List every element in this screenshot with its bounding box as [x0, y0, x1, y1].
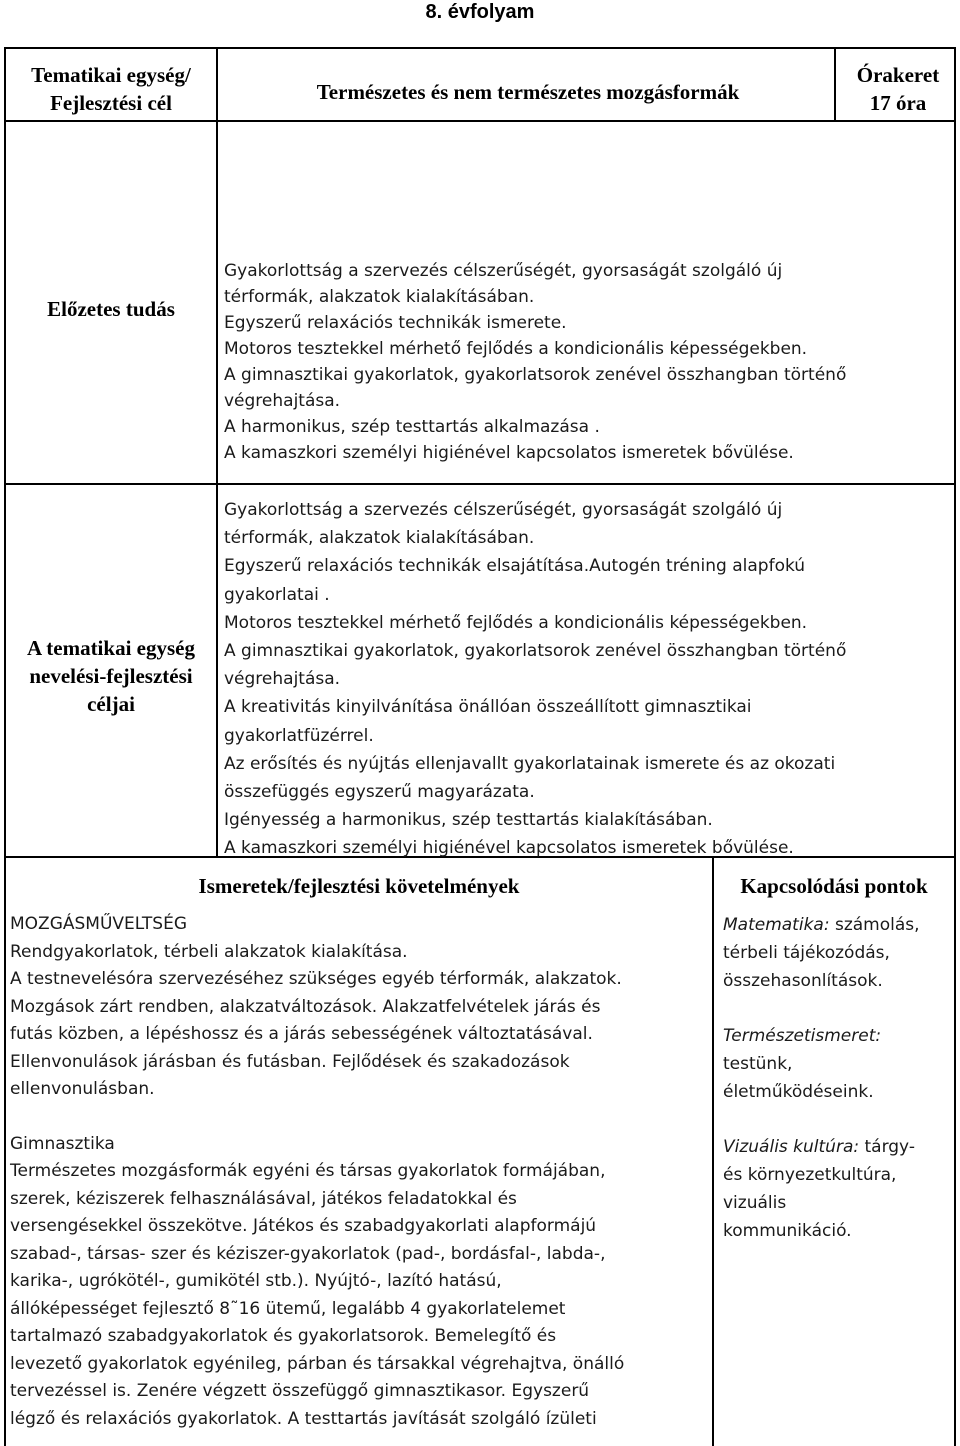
connection-line: és környezetkultúra,	[723, 1165, 897, 1185]
connection-line: testünk,	[723, 1054, 793, 1074]
req-line: Mozgások zárt rendben, alakzatváltozások. Alakzatfelvételek járás és	[10, 996, 601, 1017]
req-line: karika-, ugrókötél-, gumikötél stb.). Nyújtó-, lazító hatású,	[10, 1271, 502, 1291]
prior-line: térformák, alakzatok kialakításában.	[224, 287, 535, 307]
header-right-line-1: Órakeret	[856, 63, 940, 87]
req-line: légző és relaxációs gyakorlatok. A testtartás javítását szolgáló ízületi	[10, 1408, 597, 1429]
prior-line: Gyakorlottság a szervezés célszerűségét, gyorsaságát szolgáló új	[224, 261, 783, 281]
section-gap	[10, 1104, 624, 1131]
goals-line: Egyszerű relaxációs technikák elsajátítása.Autogén tréning alapfokú	[224, 556, 806, 577]
goals-line: gyakorlatai .	[224, 584, 330, 605]
req-line: szerek, kéziszerek felhasználásával, játékos feladatokkal és	[10, 1188, 517, 1209]
connection-line: vizuális	[723, 1193, 787, 1213]
prior-knowledge-text	[224, 258, 846, 466]
req-line: tervezéssel is. Zenére végzett összefüggő gimnasztikasor. Egyszerű	[10, 1381, 590, 1401]
connection-visual-line-1	[723, 1133, 920, 1161]
header-left-line-2: Fejlesztési cél	[50, 91, 172, 115]
goals-line: végrehajtása.	[224, 669, 341, 690]
prior-knowledge-label: Előzetes tudás	[47, 297, 175, 321]
page-title: 8. évfolyam	[425, 1, 535, 23]
req-line: állóképességet fejlesztő 8˜16 ütemű, legalább 4 gyakorlatelemet	[10, 1298, 566, 1319]
section-title-gymnastics: Gimnasztika	[10, 1133, 115, 1154]
req-line: Rendgyakorlatok, térbeli alakzatok kialakítása.	[10, 941, 408, 962]
connection-line: összehasonlítások.	[723, 971, 883, 991]
prior-goals-row-divider	[4, 483, 956, 485]
header-col-divider-left	[216, 47, 218, 122]
table-border-top	[4, 47, 956, 49]
header-right-line-2: 17 óra	[869, 91, 927, 115]
goals-label-line-2: nevelési-fejlesztési	[29, 664, 193, 688]
connection-visual-first: tárgy-	[859, 1137, 915, 1157]
header-row-divider	[4, 120, 956, 122]
goals-line: A kreativitás kinyilvánítása önállóan összeállított gimnasztikai	[224, 697, 752, 718]
label-col-divider	[216, 120, 218, 858]
goals-label-line-1: A tematikai egység	[27, 636, 195, 660]
section-title-movement: MOZGÁSMŰVELTSÉG	[10, 914, 187, 934]
subject-math: Matematika:	[723, 915, 830, 935]
connection-gap	[723, 995, 920, 1022]
req-line: Ellenvonulások járásban és futásban. Fejlődések és szakadozások	[10, 1051, 570, 1072]
table-border-right	[954, 47, 956, 1446]
connections-header: Kapcsolódási pontok	[740, 874, 928, 898]
connection-line: életműködéseink.	[723, 1082, 874, 1102]
header-left-line-1: Tematikai egység/	[31, 63, 191, 87]
prior-line: Egyszerű relaxációs technikák ismerete.	[224, 313, 567, 333]
req-line: levezető gyakorlatok egyénileg, párban és társakkal végrehajtva, önálló	[10, 1353, 625, 1374]
goals-line: gyakorlatfüzérrel.	[224, 725, 374, 746]
prior-line: Motoros tesztekkel mérhető fejlődés a kondicionális képességekben.	[224, 339, 808, 359]
requirements-text	[10, 911, 624, 1433]
goals-label-line-3: céljai	[87, 692, 135, 716]
connection-line: térbeli tájékozódás,	[723, 943, 890, 963]
goals-line: A gimnasztikai gyakorlatok, gyakorlatsorok zenével összhangban történő	[224, 641, 847, 662]
goals-line: térformák, alakzatok kialakításában.	[224, 528, 535, 549]
header-topic-title: Természetes és nem természetes mozgásformák	[316, 80, 740, 104]
goals-line: összefüggés egyszerű magyarázata.	[224, 782, 535, 803]
connection-math-line-1	[723, 911, 920, 939]
prior-line: A kamaszkori személyi higiénével kapcsolatos ismeretek bővülése.	[224, 443, 794, 463]
req-line: tartalmazó szabadgyakorlatok és gyakorlatsorok. Bemelegítő és	[10, 1326, 557, 1346]
connection-math-first: számolás,	[829, 915, 920, 935]
connections-text	[723, 911, 920, 1245]
prior-line: végrehajtása.	[224, 391, 341, 411]
connection-science-line-1	[723, 1022, 920, 1050]
table-border-left	[4, 47, 6, 1446]
subject-visual-culture: Vizuális kultúra:	[723, 1137, 860, 1157]
prior-line: A harmonikus, szép testtartás alkalmazása .	[224, 417, 600, 437]
goals-line: Igényesség a harmonikus, szép testtartás kialakításában.	[224, 810, 713, 831]
subject-science: Természetismeret:	[723, 1026, 882, 1046]
header-right-cell	[836, 61, 960, 117]
req-line: Természetes mozgásformák egyéni és társas gyakorlatok formájában,	[10, 1161, 606, 1181]
req-line: futás közben, a lépéshossz és a járás sebességének változtatásával.	[10, 1024, 593, 1044]
req-conn-col-divider	[712, 856, 714, 1446]
header-left-cell	[6, 61, 216, 117]
goals-label	[6, 634, 216, 718]
goals-line: A kamaszkori személyi higiénével kapcsolatos ismeretek bővülése.	[224, 838, 794, 859]
req-line: A testnevelésóra szervezéséhez szükséges egyéb térformák, alakzatok.	[10, 969, 622, 989]
req-line: szabad-, társas- szer és kéziszer-gyakorlatok (pad-, bordásfal-, labda-,	[10, 1243, 606, 1264]
req-line: ellenvonulásban.	[10, 1079, 155, 1099]
requirements-header: Ismeretek/fejlesztési követelmények	[198, 874, 520, 898]
goals-line: Gyakorlottság a szervezés célszerűségét, gyorsaságát szolgáló új	[224, 500, 783, 520]
goals-line: Az erősítés és nyújtás ellenjavallt gyakorlatainak ismerete és az okozati	[224, 753, 836, 774]
goals-line: Motoros tesztekkel mérhető fejlődés a kondicionális képességekben.	[224, 612, 808, 633]
prior-line: A gimnasztikai gyakorlatok, gyakorlatsorok zenével összhangban történő	[224, 365, 847, 385]
connection-line: kommunikáció.	[723, 1221, 852, 1241]
connection-gap	[723, 1106, 920, 1133]
goals-text	[224, 496, 846, 863]
req-line: versengésekkel összekötve. Játékos és szabadgyakorlati alapformájú	[10, 1216, 597, 1236]
